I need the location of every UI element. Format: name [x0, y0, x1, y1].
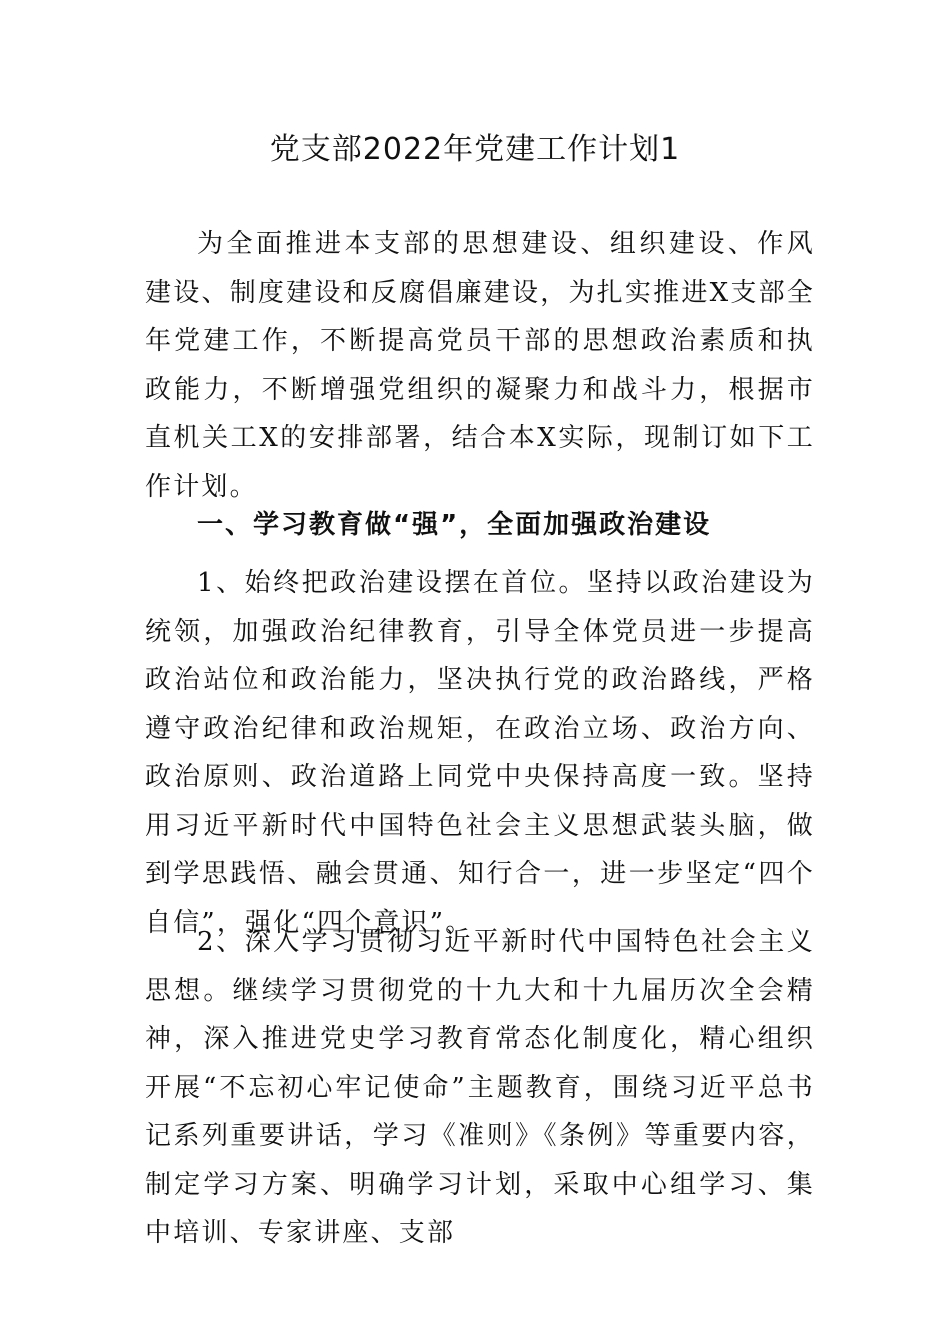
document-title: 党支部2022年党建工作计划1 — [269, 132, 681, 167]
item-1-paragraph: 1、始终把政治建设摆在首位。坚持以政治建设为统领，加强政治纪律教育，引导全体党员进一步提高政治站位和政治能力，坚决执行党的政治路线，严格遵守政治纪律和政治规矩，在政治立场、政治方向、政治原则、政治道路上同党中央保持高度一致。坚持用习近平新时代中国特色社会主义思想武装头脑，做到学思践悟、融会贯通、知行合一，进一步坚定“四个自信”，强化“四个意识”。 — [145, 568, 815, 938]
intro-paragraph: 为全面推进本支部的思想建设、组织建设、作风建设、制度建设和反腐倡廉建设，为扎实推进X支部全年党建工作，不断提高党员干部的思想政治素质和执政能力，不断增强党组织的凝聚力和战斗力，根据市直机关工X的安排部署，结合本X实际，现制订如下工作计划。 — [145, 229, 815, 502]
section-heading: 一、学习教育做“强”，全面加强政治建设 — [197, 510, 712, 540]
item-2-paragraph: 2、深入学习贯彻习近平新时代中国特色社会主义思想。继续学习贯彻党的十九大和十九届历次全会精神，深入推进党史学习教育常态化制度化，精心组织开展“不忘初心牢记使命”主题教育，围绕习近平总书记系列重要讲话，学习《准则》《条例》等重要内容，制定学习方案、明确学习计划，采取中心组学习、集中培训、专家讲座、支部 — [145, 927, 815, 1248]
